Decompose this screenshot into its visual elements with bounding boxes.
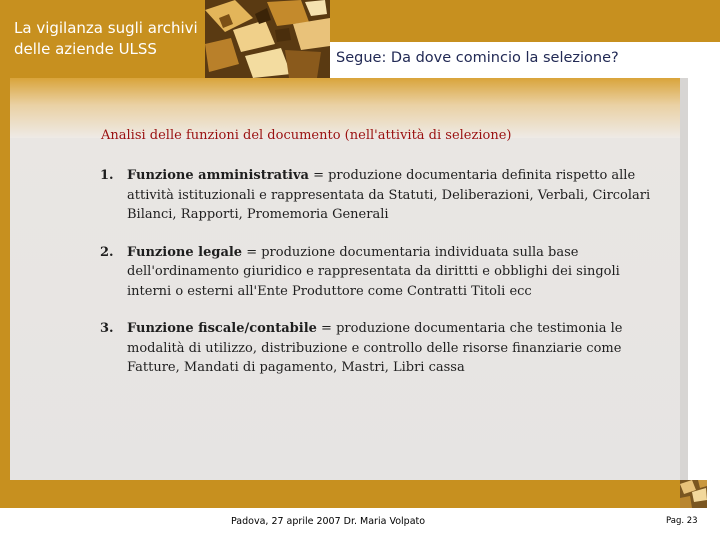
footer-date-author: Padova, 27 aprile 2007 Dr. Maria Volpato	[231, 516, 426, 527]
list-item-amministrativa	[100, 166, 660, 225]
page-number: Pag. 23	[666, 516, 698, 526]
list-item-number: 1.	[100, 168, 114, 183]
function-list	[100, 166, 660, 396]
header-title-line2: delle aziende ULSS	[14, 40, 157, 58]
list-item-description: = produzione documentaria definita rispetto alle attività istituzionali e rappresentata da Statuti, Deliberazioni, Verbali, Circolari Bilanci, Rapporti, Promemoria Generali	[127, 168, 651, 222]
bottom-band	[10, 480, 680, 508]
list-item-fiscale	[100, 319, 660, 378]
list-item-description: = produzione documentaria individuata sulla base dell'ordinamento giuridico e rappresentata da dirittti e obblighi dei singoli interni o esterni all'Ente Produttore come Contratti Titoli ecc	[127, 244, 620, 299]
list-item-description: = produzione documentaria che testimonia le modalità di utilizzo, distribuzione e controllo delle risorse finanziarie come Fatture, Mandati di pagamento, Mastri, Libri cassa	[127, 321, 623, 375]
slide-subtitle: Segue: Da dove comincio la selezione?	[336, 50, 619, 66]
left-rail	[0, 78, 10, 508]
list-item-body	[127, 319, 660, 378]
list-item-term: Funzione amministrativa	[127, 168, 309, 183]
list-item-number: 2.	[100, 244, 114, 260]
header-title	[14, 18, 198, 60]
list-item-legale	[100, 243, 660, 302]
list-item-number: 3.	[100, 321, 114, 336]
intro-text: Analisi delle funzioni del documento (nell'attività di selezione)	[101, 128, 512, 143]
archive-thumbnail-image	[680, 480, 707, 508]
header-title-line1: La vigilanza sugli archivi	[14, 19, 198, 37]
list-item-body	[127, 166, 660, 225]
list-item-body	[127, 243, 660, 302]
list-item-term: Funzione fiscale/contabile	[127, 321, 317, 336]
right-rail	[688, 78, 720, 478]
archive-thumbnail-graphic	[680, 480, 707, 508]
list-item-term: Funzione legale	[127, 244, 243, 260]
archive-mosaic-graphic	[205, 0, 330, 78]
right-shadow	[680, 78, 688, 508]
archive-mosaic-image	[205, 0, 330, 78]
